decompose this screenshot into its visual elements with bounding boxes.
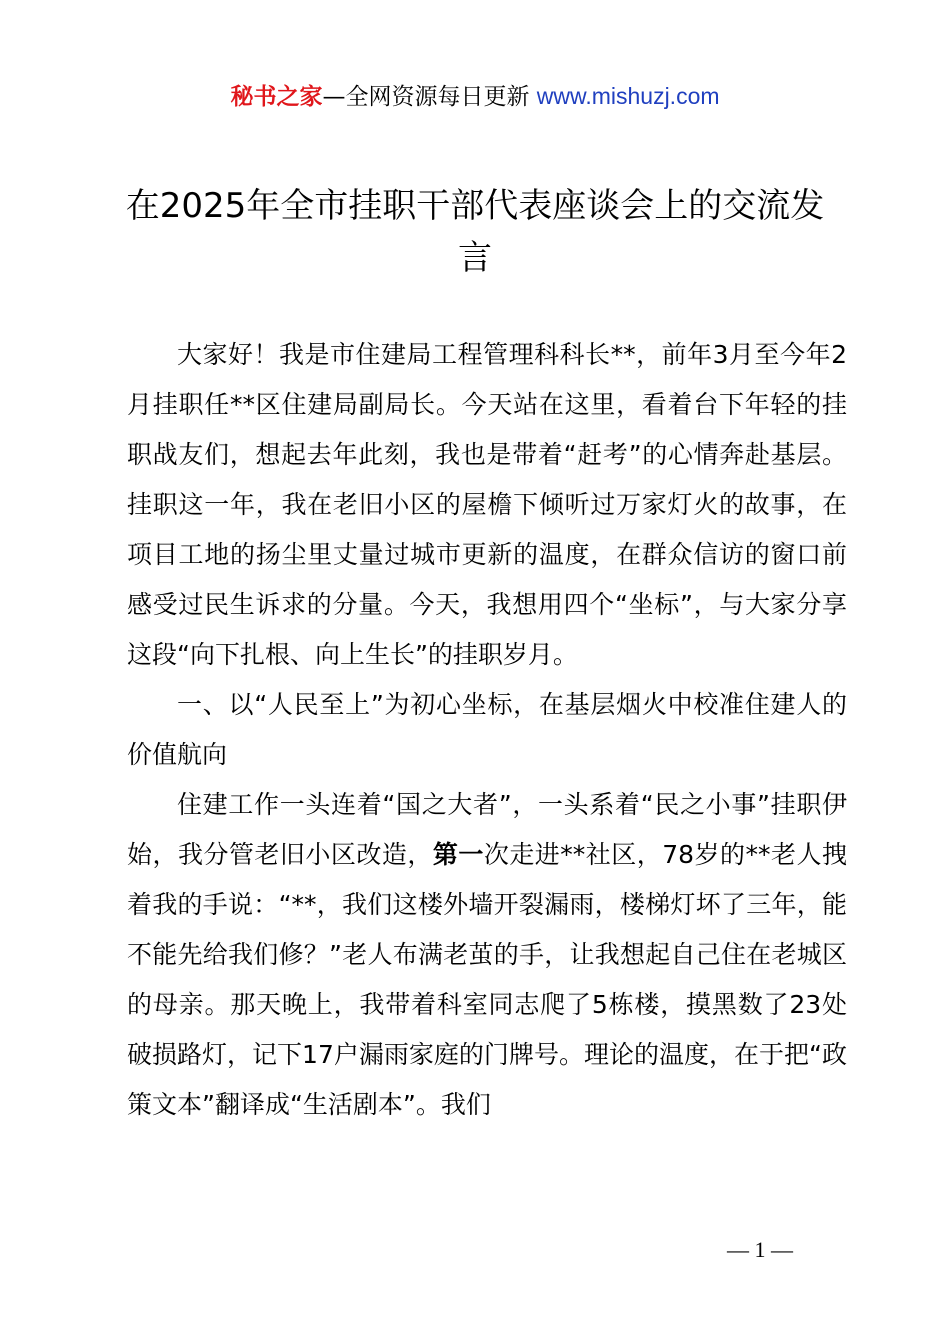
site-brand: 秘书之家 (230, 84, 323, 110)
site-header (0, 80, 950, 113)
site-tagline: —全网资源每日更新 (322, 84, 537, 110)
body-paragraph-intro: 大家好！我是市住建局工程管理科科长**，前年3月至今年2月挂职任**区住建局副局长。今天站在这里，看着台下年轻的挂职战友们，想起去年此刻，我也是带着“赶考”的心情奔赴基层。挂职这一年，我在老旧小区的屋檐下倾听过万家灯火的故事，在项目工地的扬尘里丈量过城市更新的温度，在群众信访的窗口前感受过民生诉求的分量。今天，我想用四个“坐标”，与大家分享这段“向下扎根、向上生长”的挂职岁月。 (127, 340, 847, 669)
site-url-link[interactable]: www.mishuzj.com (536, 83, 720, 109)
document-body (127, 330, 847, 1130)
paragraph-text-part: 次走进**社区，78岁的**老人拽着我的手说：“**，我们这楼外墙开裂漏雨，楼梯灯坏了三年，能不能先给我们修？”老人布满老茧的手，让我想起自己住在老城区的母亲。那天晚上，我带着科室同志爬了5栋楼，摸黑数了23处破损路灯，记下17户漏雨家庭的门牌号。理论的温度，在于把“政策文本”翻译成“生活剧本”。我们 (127, 840, 847, 1119)
body-paragraph-section-1 (127, 780, 847, 1130)
section-heading-1: 一、以“人民至上”为初心坐标，在基层烟火中校准住建人的价值航向 (127, 690, 847, 769)
paragraph-text-part: 住建工作一头连着“国之大者”，一头系着“民之小事”挂职伊始，我分管老旧小区改造， (127, 790, 847, 869)
page-number: — 1 — (727, 1237, 793, 1262)
document-title: 在2025年全市挂职干部代表座谈会上的交流发言 (125, 186, 825, 278)
bold-text: 第一 (432, 840, 484, 869)
